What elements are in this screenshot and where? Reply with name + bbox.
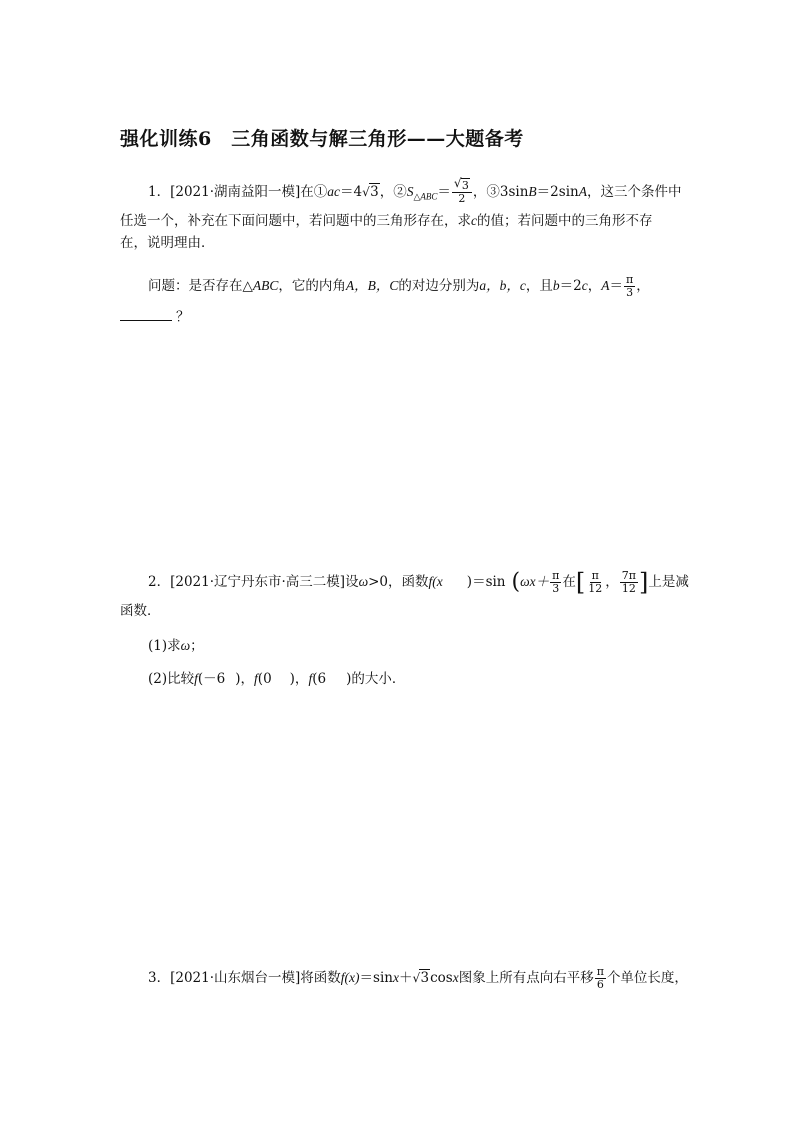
q2-part-1 [148, 636, 204, 656]
q1-math-sides: a，b，c [479, 278, 526, 293]
q1-math-a: A [578, 184, 587, 199]
q2-text: 上是减 [648, 574, 689, 590]
q2-number: 2． [148, 574, 171, 590]
q3-math-x: x [452, 970, 459, 985]
q2-math-f: f [428, 574, 433, 589]
q1-number: 1． [148, 184, 171, 200]
q2-math-omega: ω [180, 638, 191, 653]
page-title: 强化训练6 三角函数与解三角形——大题备考 [120, 128, 524, 150]
q1-fraction-pi-3 [624, 274, 635, 299]
q2-line-1 [148, 570, 689, 595]
left-bracket: [ [575, 568, 586, 597]
q3-text: ＋ [398, 970, 413, 986]
q1-text: ＝2sin [536, 184, 579, 200]
q2-text: )＝sin [466, 574, 506, 590]
q2-fraction-pi-3 [550, 570, 561, 595]
q1-text: ＝ [609, 278, 623, 294]
q1-text: ＝ [437, 184, 451, 200]
q1-math-c: c [471, 213, 477, 228]
q1-text: ， [636, 278, 650, 294]
q1-text: 任选一个，补充在下面问题中，若问题中的三角形存在，求 [120, 213, 471, 229]
q1-line-1 [148, 180, 681, 207]
q1-math-b: B [528, 184, 537, 199]
q2-text: (x [432, 574, 443, 589]
q2-text: >0，函数 [368, 574, 429, 590]
q2-fraction-7pi-12 [620, 570, 638, 595]
q2-source: [2021·辽宁丹东市·高三二模] [170, 574, 346, 590]
q1-text: ，这三个条件中 [586, 184, 682, 200]
q1-text: 的对边分别为 [398, 278, 480, 294]
q3-source: [2021·山东烟台一模] [170, 970, 301, 986]
q1-frac-den: 3 [626, 286, 634, 299]
q1-math-s: S [406, 184, 414, 199]
q3-fraction-pi-6 [595, 966, 606, 991]
q2-text: 函数． [120, 603, 161, 619]
q1-line-2 [120, 211, 653, 231]
q2-math-f: f [308, 671, 313, 686]
q1-math-a: A [601, 278, 610, 293]
q1-text: 在① [300, 184, 328, 200]
q2-math-f: f [254, 671, 258, 686]
q1-blank-line [120, 306, 190, 327]
q2-text: (6 [312, 671, 327, 687]
q2-fraction-pi-12 [586, 570, 604, 595]
q1-text: ， [587, 278, 602, 294]
left-paren: ( [511, 569, 521, 595]
answer-blank [120, 306, 172, 321]
q2-text: (0 [257, 671, 272, 687]
q3-line-1 [148, 966, 688, 991]
q3-radicand: 3 [420, 970, 430, 986]
q1-text: ，② [379, 184, 407, 200]
q2-text: (2)比较 [148, 671, 195, 687]
q1-radicand: 3 [370, 184, 379, 200]
q1-text: 在，说明理由． [120, 235, 215, 251]
q3-number: 3． [148, 970, 171, 986]
q1-text: ，且 [525, 278, 553, 294]
q2-text: )， [235, 671, 255, 687]
q1-text: ＝2 [559, 278, 582, 294]
q1-text: 的值；若问题中的三角形不存 [477, 213, 653, 229]
q1-text: ＝4 [340, 184, 363, 200]
q2-line-2 [120, 601, 161, 621]
q1-math-b: b [552, 278, 560, 293]
q2-math-f: f [194, 671, 198, 686]
q3-text: ＝sin [359, 970, 393, 986]
q1-problem-line [148, 274, 650, 299]
q3-text: 图象上所有点向右平移 [458, 970, 594, 986]
q3-text: cos [430, 970, 453, 986]
q3-text: 将函数 [300, 970, 341, 986]
q1-text: ，③3sin [472, 184, 529, 200]
q2-frac-num: π [591, 569, 599, 582]
q3-frac-num: π [596, 965, 604, 978]
q3-math-x: (x) [344, 970, 360, 985]
q1-sqrt [362, 184, 380, 200]
q2-frac-den: 12 [621, 582, 636, 595]
q2-part-2 [148, 669, 405, 689]
q1-frac-den: 2 [458, 192, 466, 205]
q1-line-3 [120, 233, 215, 253]
q1-math-angles: A，B，C [345, 278, 399, 293]
q3-text: 个单位长度， [606, 970, 688, 986]
q1-math-c: c [581, 278, 588, 293]
q1-text: 问题：是否存在△ [148, 278, 253, 294]
q2-text: 设 [345, 574, 359, 590]
q1-source: [2021·湖南益阳一模] [170, 184, 301, 200]
q1-text: ，它的内角 [278, 278, 346, 294]
q1-math-abc: ABC [252, 278, 279, 293]
q2-frac-den: 3 [552, 582, 560, 595]
q1-math-ac: ac [327, 184, 341, 199]
q2-text: )的大小． [346, 671, 406, 687]
q1-text: ？ [176, 309, 190, 325]
q2-text: 在 [562, 574, 576, 590]
q2-text: (1)求 [148, 638, 181, 654]
q2-text: ， [605, 574, 619, 590]
q2-text: ； [190, 638, 204, 654]
q2-frac-num: 7π [621, 569, 636, 582]
q1-frac-num: π [625, 273, 634, 286]
q1-frac-num: 3 [461, 179, 469, 192]
q3-math-f: f [340, 970, 345, 985]
q2-text: (－6 [197, 671, 226, 687]
q2-math-inner: ωx＋ [520, 574, 550, 589]
q2-math-omega: ω [358, 574, 369, 589]
q1-subscript: △ABC [413, 191, 438, 202]
q3-frac-den: 6 [596, 978, 604, 991]
q2-frac-den: 12 [588, 582, 603, 595]
right-bracket: ] [638, 568, 649, 597]
q3-math-x: x [392, 970, 399, 985]
q1-fraction [452, 180, 472, 205]
q2-frac-num: π [552, 569, 560, 582]
q3-sqrt [412, 970, 430, 986]
q2-text: )， [289, 671, 309, 687]
